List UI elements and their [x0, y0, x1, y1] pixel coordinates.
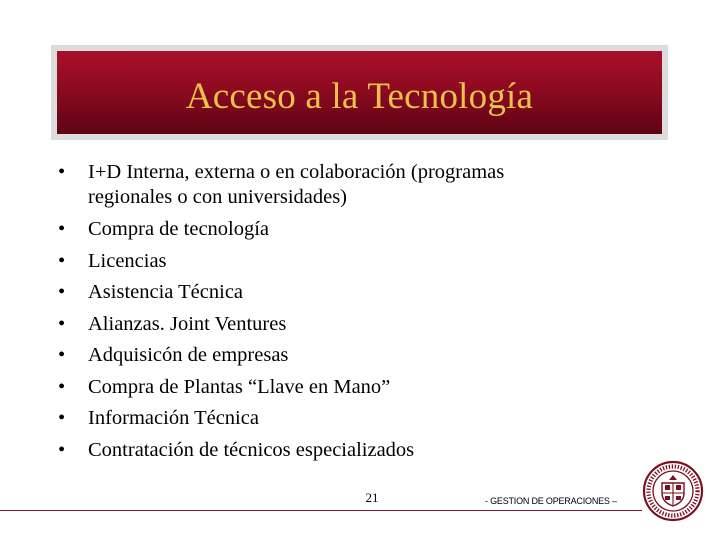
bullet-item [58, 160, 658, 214]
bullet-dot: • [58, 281, 66, 303]
bullet-text: Información Técnica [88, 407, 259, 429]
footer-rule [0, 510, 642, 511]
bullet-dot: • [58, 438, 66, 461]
bullet-text: Compra de tecnología [88, 218, 270, 240]
bullet-text: Contratación de técnicos especializados [88, 438, 415, 461]
bullet-item [58, 403, 658, 435]
bullet-text: Alianzas. Joint Ventures [88, 312, 287, 335]
title-banner [57, 51, 662, 134]
bullet-text: Adquisicón de empresas [88, 344, 289, 366]
bullet-item [58, 372, 658, 404]
slide-title: Acceso a la Tecnología [185, 76, 534, 117]
bullet-dot: • [58, 161, 66, 183]
university-seal-icon [642, 460, 704, 522]
bullet-item [58, 277, 658, 309]
bullet-text-continued: regionales o con universidades) [88, 186, 348, 208]
footer-text: - GESTION DE OPERACIONES – [485, 496, 617, 506]
title-frame [51, 45, 668, 140]
bullet-text: Licencias [88, 249, 167, 272]
bullet-dot: • [58, 249, 66, 272]
bullet-item [58, 435, 658, 467]
bullet-item [58, 246, 658, 278]
bullet-dot: • [58, 375, 66, 398]
page-number: 21 [365, 490, 379, 505]
bullet-dot: • [58, 312, 66, 335]
bullet-item [58, 309, 658, 341]
bullet-dot: • [58, 218, 66, 240]
bullet-text: I+D Interna, externa o en colaboración (programas [88, 161, 505, 183]
bullet-dot: • [58, 344, 66, 366]
bullet-item [58, 340, 658, 372]
bullet-dot: • [58, 407, 66, 429]
bullet-text: Asistencia Técnica [88, 281, 244, 303]
bullet-list [58, 160, 658, 466]
bullet-item [58, 214, 658, 246]
bullet-text: Compra de Plantas “Llave en Mano” [88, 375, 391, 398]
